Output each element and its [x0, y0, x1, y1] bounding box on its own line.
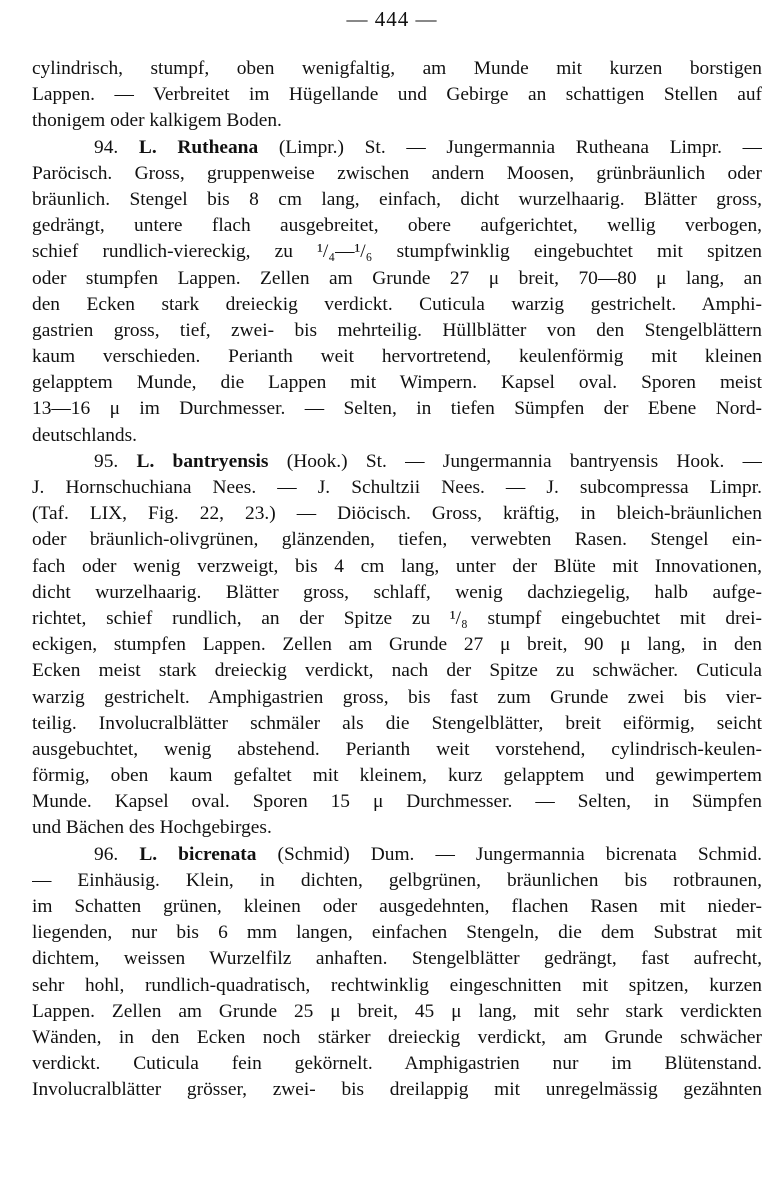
text-line: und Bächen des Hochgebirges.	[32, 817, 272, 839]
text-line: thonigem oder kalkigem Boden.	[32, 110, 282, 132]
text-line: Lappen. Zellen am Grunde 25 μ breit, 45 μ lang, mit sehr stark verdickten	[32, 1000, 762, 1022]
text-line: förmig, oben kaum gefaltet mit kleinem, kurz gelapptem und gewimpertem	[32, 765, 762, 787]
text-line: bräunlich. Stengel bis 8 cm lang, einfach, dicht wurzelhaarig. Blätter gross,	[32, 188, 762, 210]
text-line: cylindrisch, stumpf, oben wenigfaltig, am Munde mit kurzen borstigen	[32, 58, 762, 79]
page-number: — 444 —	[346, 7, 438, 31]
text-line: J. Hornschuchiana Nees. — J. Schultzii Nees. — J. subcompressa Limpr.	[32, 477, 762, 498]
text-line: schief rundlich-viereckig, zu ¹/₄—¹/₆ stumpfwinklig eingebuchtet mit spitzen	[32, 241, 762, 263]
text-line: kaum verschieden. Perianth weit hervortretend, keulenförmig mit kleinen	[32, 346, 762, 368]
text-line: den Ecken stark dreieckig verdickt. Cuticula warzig gestrichelt. Amphi-	[32, 293, 762, 315]
text-line: Munde. Kapsel oval. Sporen 15 μ Durchmesser. — Selten, in Sümpfen	[32, 791, 762, 813]
page-body	[32, 56, 762, 1104]
text-line: gastrien gross, tief, zwei- bis mehrteilig. Hüllblätter von den Stengelblättern	[32, 319, 762, 341]
text-line: Lappen. — Verbreitet im Hügellande und Gebirge an schattigen Stellen auf	[32, 84, 762, 106]
text-line: liegenden, nur bis 6 mm langen, einfachen Stengeln, die dem Substrat mit	[32, 922, 762, 944]
text-line: — Einhäusig. Klein, in dichten, gelbgrünen, bräunlichen bis rotbraunen,	[32, 869, 762, 891]
text-line: Involucralblätter grösser, zwei- bis dreilappig mit unregelmässig gezähnten	[32, 1079, 762, 1101]
text-line: warzig gestrichelt. Amphigastrien gross, bis fast zum Grunde zwei bis vier-	[32, 686, 762, 708]
text-line: (Taf. LIX, Fig. 22, 23.) — Diöcisch. Gross, kräftig, in bleich-bräunlichen	[32, 503, 762, 525]
text-line: 13—16 μ im Durchmesser. — Selten, in tiefen Sümpfen der Ebene Nord-	[32, 398, 762, 420]
text-line: gelapptem Munde, die Lappen mit Wimpern. Kapsel oval. Sporen meist	[32, 372, 762, 394]
text-line: gedrängt, untere flach ausgebreitet, obere aufgerichtet, wellig verbogen,	[32, 215, 762, 237]
text-line: deutschlands.	[32, 424, 138, 446]
text-line: fach oder wenig verzweigt, bis 4 cm lang, unter der Blüte mit Innovationen,	[32, 555, 762, 577]
text-line: ausgebuchtet, wenig abstehend. Perianth weit vorstehend, cylindrisch-keulen-	[32, 738, 762, 760]
species-name: L. bicrenata	[139, 843, 257, 865]
text-line: 96. L. bicrenata (Schmid) Dum. — Jungermannia bicrenata Schmid.	[94, 843, 762, 865]
text-line: dichtem, weissen Wurzelfilz anhaften. Stengelblätter gedrängt, fast aufrecht,	[32, 948, 762, 970]
text-line: richtet, schief rundlich, an der Spitze zu ¹/₈ stumpf eingebuchtet mit drei-	[32, 607, 762, 629]
text-line: Paröcisch. Gross, gruppenweise zwischen andern Moosen, grünbräunlich oder	[32, 162, 762, 184]
text-line: 95. L. bantryensis (Hook.) St. — Jungermannia bantryensis Hook. —	[94, 450, 762, 472]
text-line: verdickt. Cuticula fein gekörnelt. Amphigastrien nur im Blütenstand.	[32, 1053, 762, 1075]
text-line: 94. L. Rutheana (Limpr.) St. — Jungermannia Rutheana Limpr. —	[94, 136, 762, 158]
text-line: teilig. Involucralblätter schmäler als die Stengelblätter, breit eiförmig, seicht	[32, 712, 762, 734]
text-line: eckigen, stumpfen Lappen. Zellen am Grunde 27 μ breit, 90 μ lang, in den	[32, 634, 762, 656]
species-name: L. bantryensis	[136, 450, 269, 472]
text-line: Wänden, in den Ecken noch stärker dreieckig verdickt, am Grunde schwächer	[32, 1026, 762, 1048]
species-name: L. Rutheana	[138, 136, 259, 158]
text-line: dicht wurzelhaarig. Blätter gross, schlaff, wenig dachziegelig, halb aufge-	[32, 581, 762, 603]
text-line: oder bräunlich-olivgrünen, glänzenden, tiefen, verwebten Rasen. Stengel ein-	[32, 529, 762, 551]
text-line: Ecken meist stark dreieckig verdickt, nach der Spitze zu schwächer. Cuticula	[32, 660, 762, 682]
text-line: oder stumpfen Lappen. Zellen am Grunde 27 μ breit, 70—80 μ lang, an	[32, 267, 762, 289]
text-line: im Schatten grünen, kleinen oder ausgedehnten, flachen Rasen mit nieder-	[32, 896, 762, 917]
text-line: sehr hohl, rundlich-quadratisch, rechtwinklig eingeschnitten mit spitzen, kurzen	[32, 974, 762, 996]
